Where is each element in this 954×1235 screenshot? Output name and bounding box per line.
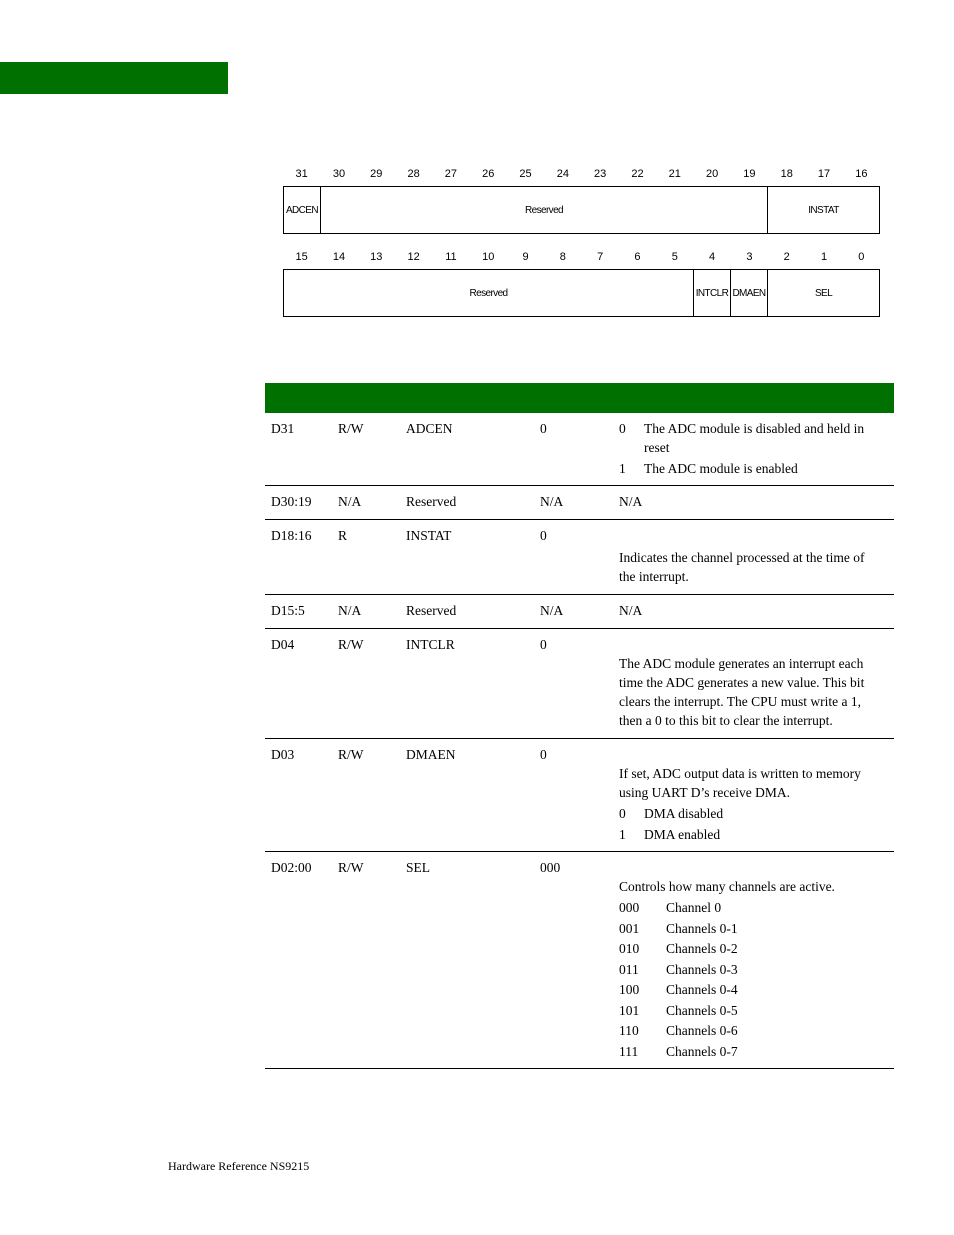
register-diagram-upper <box>283 168 880 234</box>
bit-numbers-upper <box>283 168 880 184</box>
option-text: The ADC module is enabled <box>644 460 798 476</box>
access-cell: R <box>338 528 348 543</box>
description-text: The ADC module generates an interrupt each time the ADC generates a new value. This bit clears the interrupt. The CPU must write a 1, then a 0 to this bit to clear the interrupt. <box>619 656 865 728</box>
field-instat: INSTAT <box>767 187 879 233</box>
option-text: Channels 0-3 <box>666 961 738 977</box>
bits-cell: D18:16 <box>271 528 312 543</box>
access-cell: R/W <box>338 421 364 436</box>
option-code: 010 <box>619 941 640 956</box>
reset-cell: N/A <box>540 603 564 618</box>
reset-cell: 0 <box>540 528 547 543</box>
mnemonic-cell: Reserved <box>406 603 457 618</box>
option-code: 001 <box>619 920 640 936</box>
option-code: 1 <box>619 460 626 476</box>
bit-number: 2 <box>783 251 790 263</box>
option-text: Channels 0-4 <box>666 982 738 997</box>
option-item <box>619 939 884 958</box>
option-item <box>619 459 884 478</box>
bit-number: 0 <box>858 251 865 263</box>
bit-number: 14 <box>332 251 346 263</box>
bits-cell: D02:00 <box>271 860 312 875</box>
option-code: 111 <box>619 1043 639 1059</box>
mnemonic-cell: DMAEN <box>406 747 456 762</box>
bit-number: 18 <box>780 168 793 180</box>
mnemonic-cell: ADCEN <box>406 421 453 436</box>
bits-cell: D15:5 <box>271 603 305 618</box>
description-cell <box>619 520 884 594</box>
option-item <box>619 980 884 999</box>
bit-number: 28 <box>407 168 420 180</box>
access-cell: R/W <box>338 747 364 762</box>
option-code: 000 <box>619 900 640 915</box>
bit-number: 23 <box>594 168 607 180</box>
bit-number: 11 <box>445 251 457 263</box>
bit-number: 17 <box>817 168 831 180</box>
option-code: 0 <box>619 421 626 436</box>
bit-number: 13 <box>370 251 383 263</box>
bits-cell: D31 <box>271 421 295 436</box>
description-text: Indicates the channel processed at the time of the interrupt. <box>619 550 865 584</box>
table-row <box>265 852 894 1069</box>
bit-number: 24 <box>556 168 569 180</box>
bit-number: 9 <box>522 251 529 263</box>
option-code: 0 <box>619 806 626 821</box>
reset-cell: 0 <box>540 747 547 762</box>
table-row <box>265 739 894 852</box>
bit-number: 20 <box>705 168 719 180</box>
description-cell <box>619 413 884 485</box>
bits-cell: D03 <box>271 747 295 762</box>
option-code: 011 <box>619 961 639 977</box>
description-cell <box>619 852 884 1068</box>
option-code: 100 <box>619 982 640 997</box>
option-text: DMA disabled <box>644 806 724 821</box>
option-text: Channels 0-2 <box>666 941 738 956</box>
bit-numbers-lower <box>283 251 880 267</box>
bit-number: 29 <box>370 168 383 180</box>
register-fields-upper <box>283 186 880 234</box>
option-text: Channels 0-6 <box>666 1023 738 1038</box>
mnemonic-cell: Reserved <box>406 494 457 509</box>
bit-number: 10 <box>482 251 495 263</box>
option-item <box>619 1042 884 1061</box>
option-text: Channels 0-1 <box>666 920 738 936</box>
register-fields-lower <box>283 269 880 317</box>
description-text: Controls how many channels are active. <box>619 879 835 894</box>
description-text: N/A <box>619 494 643 509</box>
description-text: N/A <box>619 603 643 618</box>
option-item <box>619 960 884 979</box>
bit-number: 27 <box>444 168 458 180</box>
access-cell: R/W <box>338 637 364 652</box>
field-intclr: INTCLR <box>693 270 730 316</box>
bits-cell: D04 <box>271 637 295 652</box>
table-row <box>265 520 894 595</box>
description-cell <box>619 595 884 628</box>
field-adcen: ADCEN <box>285 204 318 216</box>
option-item <box>619 1001 884 1020</box>
bit-number: 8 <box>559 251 566 263</box>
option-code: 110 <box>619 1023 639 1038</box>
field-sel: SEL <box>767 270 879 316</box>
bit-number: 7 <box>597 251 604 263</box>
table-row <box>265 629 894 739</box>
bits-cell: D30:19 <box>271 494 312 509</box>
bit-number: 26 <box>482 168 495 180</box>
field-reserved-lower: Reserved <box>469 287 508 299</box>
description-cell <box>619 739 884 851</box>
bit-number: 30 <box>332 168 346 180</box>
bit-number: 16 <box>855 168 868 180</box>
description-cell <box>619 629 884 738</box>
bit-number: 19 <box>743 168 756 180</box>
access-cell: R/W <box>338 860 364 875</box>
description-text: If set, ADC output data is written to memory using UART D’s receive DMA. <box>619 766 861 800</box>
option-code: 101 <box>619 1002 640 1018</box>
table-header-bar <box>265 383 894 413</box>
bit-number: 25 <box>519 168 532 180</box>
table-row <box>265 413 894 486</box>
field-reserved-upper: Reserved <box>320 187 767 233</box>
option-item <box>619 919 884 938</box>
reset-cell: 000 <box>540 860 561 875</box>
access-cell: N/A <box>338 603 362 618</box>
bit-number: 5 <box>671 251 678 263</box>
page-footer: Hardware Reference NS9215 <box>168 1159 310 1173</box>
mnemonic-cell: SEL <box>406 860 431 875</box>
option-text: The ADC module is disabled and held in reset <box>644 421 865 455</box>
bit-number: 31 <box>295 168 308 180</box>
option-item <box>619 804 884 823</box>
option-text: DMA enabled <box>644 826 721 842</box>
mnemonic-cell: INSTAT <box>406 528 452 543</box>
option-item <box>619 419 884 457</box>
access-cell: N/A <box>338 494 362 509</box>
reset-cell: 0 <box>540 421 547 436</box>
option-item <box>619 825 884 844</box>
mnemonic-cell: INTCLR <box>406 637 455 652</box>
bit-number: 21 <box>668 168 681 180</box>
register-bit-table <box>265 383 894 1069</box>
option-text: Channels 0-7 <box>666 1043 738 1059</box>
bit-number: 6 <box>634 251 641 263</box>
bit-number: 15 <box>295 251 308 263</box>
option-code: 1 <box>619 826 626 842</box>
option-item <box>619 898 884 917</box>
bit-number: 1 <box>820 251 828 263</box>
bit-number: 22 <box>631 168 644 180</box>
bit-number: 3 <box>746 251 753 263</box>
description-cell <box>619 486 884 519</box>
option-text: Channel 0 <box>666 900 722 915</box>
bit-number: 4 <box>709 251 716 263</box>
reset-cell: N/A <box>540 494 564 509</box>
chapter-tab-bar <box>0 62 228 94</box>
register-diagram-lower <box>283 251 880 317</box>
table-row <box>265 486 894 520</box>
bit-number: 12 <box>407 251 420 263</box>
option-item <box>619 1021 884 1040</box>
field-dmaen: DMAEN <box>730 270 767 316</box>
reset-cell: 0 <box>540 637 547 652</box>
option-text: Channels 0-5 <box>666 1002 738 1018</box>
table-row <box>265 595 894 629</box>
